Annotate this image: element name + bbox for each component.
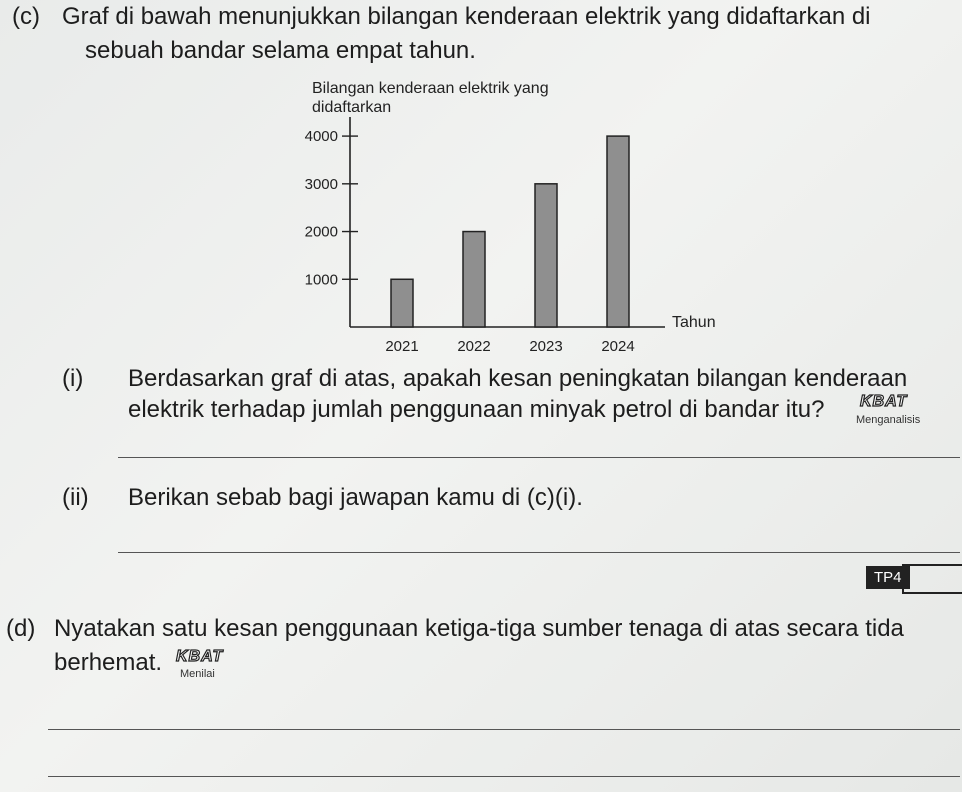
part-c-i-label: (i): [62, 365, 84, 392]
part-c-i-line2: elektrik terhadap jumlah penggunaan minyak petrol di bandar itu?: [128, 396, 825, 423]
x-tick-label: 2023: [529, 338, 563, 355]
y-tick-label: 2000: [304, 223, 338, 241]
y-tick-label: 3000: [304, 175, 338, 193]
part-d-line2: berhemat.: [54, 649, 163, 676]
part-c-label: (c): [12, 3, 40, 30]
kbat-badge-analyse: KBAT: [860, 393, 908, 410]
y-tick-label: 4000: [304, 128, 338, 146]
y-tick-label: 1000: [304, 271, 338, 289]
part-d-line1: Nyatakan satu kesan penggunaan ketiga-tiga sumber tenaga di atas secara tida: [54, 615, 904, 642]
part-c-ii-line1: Berikan sebab bagi jawapan kamu di (c)(i).: [128, 484, 583, 511]
x-tick-label: 2024: [601, 338, 635, 355]
kbat-sub-analyse: Menganalisis: [856, 414, 921, 426]
tp-score-box[interactable]: [902, 564, 962, 594]
part-d-label: (d): [6, 615, 36, 642]
bar-2021: [391, 279, 413, 327]
chart-title-line2: didaftarkan: [312, 99, 392, 116]
answer-line-d-1[interactable]: [48, 729, 960, 730]
kbat-badge-evaluate: KBAT: [176, 648, 224, 665]
chart-title-line1: Bilangan kenderaan elektrik yang: [312, 80, 549, 97]
answer-line-c-ii[interactable]: [118, 552, 960, 553]
answer-line-d-2[interactable]: [48, 776, 960, 777]
part-c-line1: Graf di bawah menunjukkan bilangan kenderaan elektrik yang didaftarkan di: [62, 3, 871, 30]
part-c-line2: sebuah bandar selama empat tahun.: [85, 37, 476, 64]
bar-2022: [463, 232, 485, 327]
part-c-ii-label: (ii): [62, 484, 89, 511]
answer-line-c-i[interactable]: [118, 457, 960, 458]
x-axis-label: Tahun: [672, 314, 716, 331]
x-tick-label: 2021: [385, 338, 419, 355]
part-c-i-line1: Berdasarkan graf di atas, apakah kesan peningkatan bilangan kenderaan: [128, 365, 908, 392]
bar-chart: [280, 75, 760, 360]
bar-2023: [535, 184, 557, 327]
x-tick-label: 2022: [457, 338, 491, 355]
bar-2024: [607, 136, 629, 327]
kbat-sub-evaluate: Menilai: [180, 668, 215, 680]
tp-badge: TP4: [866, 566, 910, 589]
